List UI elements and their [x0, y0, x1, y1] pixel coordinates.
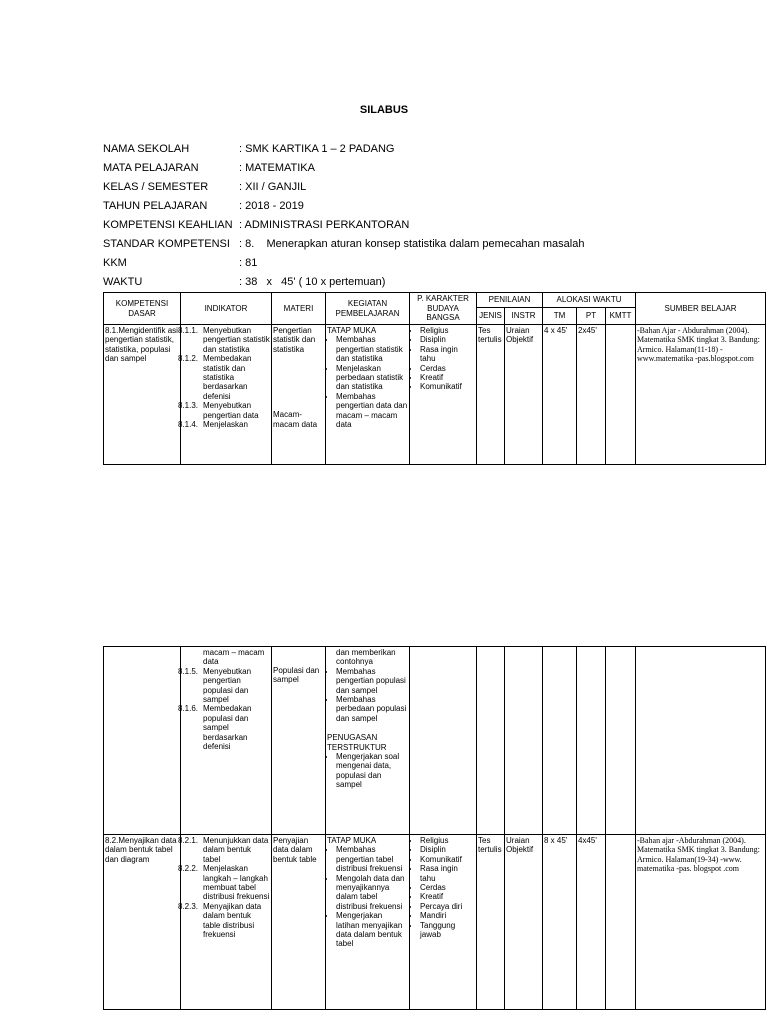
- indicator-text: Menyebutkan pengertian data: [203, 401, 259, 420]
- indicator-item: [178, 704, 270, 752]
- indicator-text: Menyebutkan pengertian populasi dan sampel: [203, 666, 252, 705]
- cell-instr: Uraian Objektif: [505, 325, 543, 465]
- indicator-text: Menyajikan data dalam bentuk table distribusi frekuensi: [203, 901, 262, 940]
- cell-pt: 4x45': [577, 835, 606, 1010]
- activity-item: • Mengolah data dan menyajikannya dalam tabel distribusi frekuensi: [336, 874, 408, 912]
- cell-indikator: [178, 325, 272, 465]
- info-value: : XII / GANJIL: [239, 181, 307, 193]
- cell-pt: [577, 647, 606, 835]
- indicator-number: 8.1.6.: [178, 704, 199, 714]
- activity-item: • Membahas perbedaan populasi dan sampel: [336, 695, 408, 723]
- character-item: • Percaya diri: [420, 902, 475, 911]
- activity-item: • Membahas pengertian data dan macam – macam data: [336, 392, 408, 430]
- activity-continuation: dan memberikan contohnya: [336, 648, 396, 667]
- info-row-class: [103, 178, 584, 197]
- cell-jenis: [477, 647, 505, 835]
- header-karakter: P. KARAKTER BUDAYA BANGSA: [410, 293, 477, 325]
- table-row: [104, 647, 766, 835]
- info-row-time: [103, 273, 584, 292]
- header-kegiatan: KEGIATAN PEMBELAJARAN: [326, 293, 410, 325]
- info-value: : 8. Menerapkan aturan konsep statistika dalam pemecahan masalah: [239, 238, 585, 250]
- indicator-text: Menjelaskan: [203, 420, 248, 430]
- header-pt: PT: [577, 308, 606, 325]
- syllabus-table-2: [103, 646, 766, 1010]
- assignment-heading: PENUGASAN TERSTRUKTUR: [327, 733, 387, 752]
- cell-tm: 8 x 45': [543, 835, 577, 1010]
- header-instr: INSTR: [505, 308, 543, 325]
- info-row-school: [103, 140, 584, 159]
- activity-heading: TATAP MUKA: [327, 326, 377, 335]
- indicator-item: [178, 901, 270, 940]
- cell-karakter: [410, 835, 477, 1010]
- character-item: • Komunikatif: [420, 855, 475, 864]
- indicator-number: 8.1.5.: [178, 666, 199, 676]
- character-item: • Disiplin: [420, 845, 475, 854]
- character-item: • Kreatif: [420, 892, 475, 901]
- info-value: : 38 x 45' ( 10 x pertemuan): [239, 276, 386, 288]
- cell-pt: 2x45': [577, 325, 606, 465]
- cell-materi: [272, 835, 326, 1010]
- header-sumber: SUMBER BELAJAR: [636, 293, 766, 325]
- cell-kmtt: [606, 325, 636, 465]
- cell-instr: [505, 647, 543, 835]
- info-label: MATA PELAJARAN: [103, 162, 199, 174]
- info-row-standard: [103, 235, 584, 254]
- header-kd: KOMPETENSI DASAR: [104, 293, 181, 325]
- cell-kd: [104, 647, 181, 835]
- character-item: • Cerdas: [420, 364, 475, 373]
- cell-kmtt: [606, 647, 636, 835]
- header-alokasi: ALOKASI WAKTU: [543, 293, 636, 308]
- cell-kd: [104, 325, 181, 465]
- character-item: • Disiplin: [420, 335, 475, 344]
- indicator-text: Menjelaskan langkah – langkah membuat tabel distribusi frekuensi: [203, 864, 270, 902]
- cell-kd: [104, 835, 181, 1010]
- character-item: • Rasa ingin tahu: [420, 864, 475, 883]
- activity-item: • Menjelaskan perbedaan statistik dan statistika: [336, 364, 408, 392]
- character-item: • Tanggung jawab: [420, 921, 475, 940]
- kd-text: 8.1.Mengidentifik asi pengertian statistik, statistika, populasi dan sampel: [105, 326, 178, 364]
- info-label: KOMPETENSI KEAHLIAN: [103, 219, 233, 231]
- activity-item: • Membahas pengertian populasi dan sampel: [336, 667, 408, 695]
- materi-text: Penyajian data dalam bentuk table: [273, 836, 317, 864]
- info-value: : ADMINISTRASI PERKANTORAN: [239, 219, 410, 231]
- info-row-expertise: [103, 216, 584, 235]
- materi-text: Populasi dan sampel: [273, 666, 320, 685]
- indicator-item: [178, 836, 270, 864]
- header-kmtt: KMTT: [606, 308, 636, 325]
- header-materi: MATERI: [272, 293, 326, 325]
- cell-tm: 4 x 45': [543, 325, 577, 465]
- materi-text: Pengertian statistik dan statistika: [273, 326, 316, 354]
- cell-kegiatan: [326, 835, 410, 1010]
- cell-karakter: [410, 647, 477, 835]
- info-value: : 81: [239, 257, 258, 269]
- cell-materi: [272, 325, 326, 465]
- character-item: • Mandiri: [420, 911, 475, 920]
- info-value: : MATEMATIKA: [239, 162, 315, 174]
- indicator-item: [178, 420, 270, 430]
- cell-kegiatan: [326, 325, 410, 465]
- page-title: SILABUS: [359, 104, 409, 116]
- character-item: • Komunikatif: [420, 382, 475, 391]
- indicator-number: 8.1.1.: [178, 326, 199, 335]
- kd-text: 8.2.Menyajikan data dalam bentuk tabel dan diagram: [105, 836, 177, 864]
- character-item: • Religius: [420, 326, 475, 335]
- assignment-item: • Mengerjakan soal mengenai data, populasi dan sampel: [336, 752, 408, 790]
- syllabus-table-1: [103, 292, 766, 465]
- cell-jenis: Tes tertulis: [477, 835, 505, 1010]
- character-item: • Religius: [420, 836, 475, 845]
- table-row: [104, 835, 766, 1010]
- indicator-number: 8.1.2.: [178, 354, 199, 364]
- indicator-number: 8.2.1.: [178, 836, 199, 845]
- indicator-number: 8.2.2.: [178, 864, 199, 874]
- cell-karakter: [410, 325, 477, 465]
- cell-sumber: -Bahan ajar -Abdurahman (2004). Matematika SMK tingkat 3. Bandung: Armico. Halaman(19-34) -www. matematika -pas. blogspot .com: [636, 835, 766, 1010]
- info-label: WAKTU: [103, 276, 143, 288]
- activity-item: • Mengerjakan latihan menyajikan data dalam bentuk tabel: [336, 911, 408, 949]
- cell-tm: [543, 647, 577, 835]
- indicator-text: Menyebutkan pengertian statistik dan statistika: [203, 326, 270, 354]
- header-tm: TM: [543, 308, 577, 325]
- info-value: : 2018 - 2019: [239, 200, 304, 212]
- info-label: TAHUN PELAJARAN: [103, 200, 208, 212]
- indicator-number: 8.1.3.: [178, 401, 199, 411]
- document-info: [103, 140, 584, 292]
- indicator-text: Membedakan statistik dan statistika berdasarkan defenisi: [203, 354, 252, 401]
- info-row-subject: [103, 159, 584, 178]
- indicator-item: [178, 354, 270, 401]
- character-item: • Rasa ingin tahu: [420, 345, 475, 364]
- cell-instr: Uraian Objektif: [505, 835, 543, 1010]
- indicator-item: [178, 864, 270, 902]
- cell-materi: [272, 647, 326, 835]
- cell-sumber: [636, 647, 766, 835]
- header-indikator: INDIKATOR: [181, 293, 272, 325]
- cell-indikator: [178, 647, 272, 835]
- materi-text: Macam-macam data: [273, 410, 318, 429]
- activity-item: • Membahas pengertian statistik dan statistika: [336, 335, 408, 363]
- indicator-continuation: macam – macam data: [203, 648, 265, 667]
- header-penilaian: PENILAIAN: [477, 293, 543, 308]
- character-item: • Cerdas: [420, 883, 475, 892]
- activity-item: • Membahas pengertian tabel distribusi frekuensi: [336, 845, 408, 873]
- info-label: STANDAR KOMPETENSI: [103, 238, 230, 250]
- indicator-item: [178, 401, 270, 420]
- character-item: • Kreatif: [420, 373, 475, 382]
- indicator-text: Membedakan populasi dan sampel berdasarkan defenisi: [203, 704, 252, 752]
- indicator-text: Menunjukkan data dalam bentuk tabel: [203, 836, 269, 864]
- indicator-number: 8.1.4.: [178, 420, 199, 430]
- info-label: NAMA SEKOLAH: [103, 143, 190, 155]
- info-label: KELAS / SEMESTER: [103, 181, 209, 193]
- info-value: : SMK KARTIKA 1 – 2 PADANG: [239, 143, 395, 155]
- cell-kegiatan: [326, 647, 410, 835]
- info-row-kkm: [103, 254, 584, 273]
- cell-indikator: [178, 835, 272, 1010]
- table-row: [104, 325, 766, 465]
- activity-heading: TATAP MUKA: [327, 836, 377, 845]
- info-row-year: [103, 197, 584, 216]
- cell-sumber: -Bahan Ajar - Abdurahman (2004). Matematika SMK tingkat 3. Bandung: Armico. Halaman(11-18) -www.matematika -pas.blogspot.com: [636, 325, 766, 465]
- indicator-item: [178, 326, 270, 354]
- cell-kmtt: [606, 835, 636, 1010]
- header-jenis: JENIS: [477, 308, 505, 325]
- indicator-number: 8.2.3.: [178, 901, 199, 911]
- indicator-item: [178, 666, 270, 705]
- info-label: KKM: [103, 257, 127, 269]
- cell-jenis: Tes tertulis: [477, 325, 505, 465]
